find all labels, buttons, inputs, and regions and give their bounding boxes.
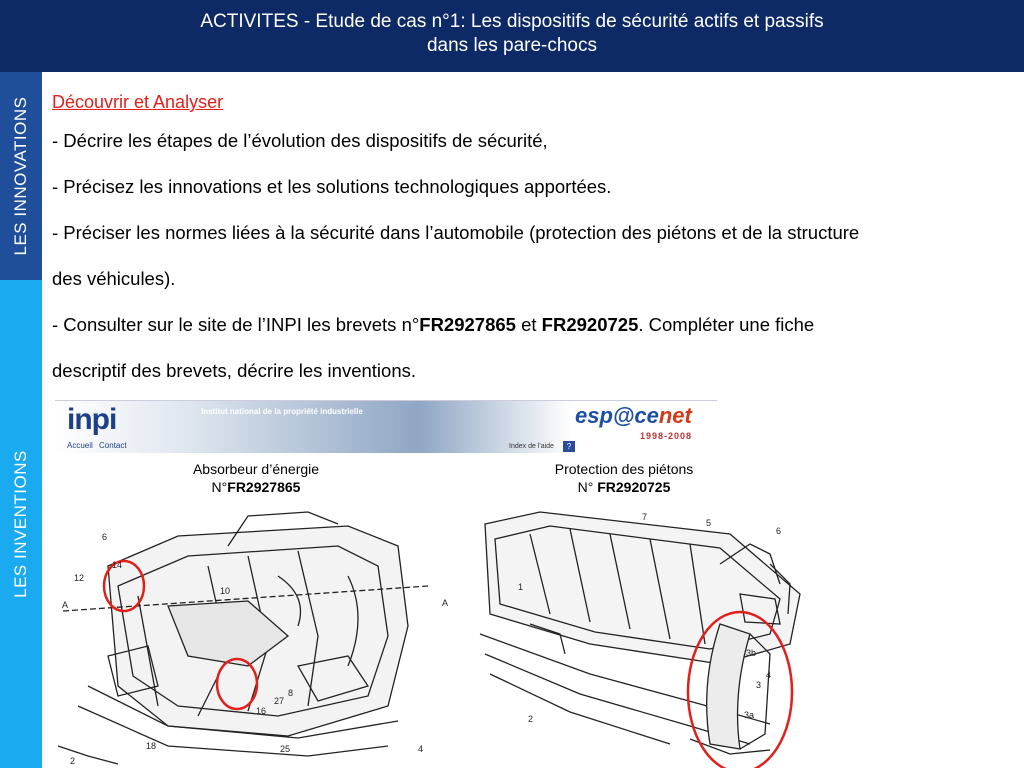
bullet-item-4-mid: et <box>515 314 542 335</box>
patent-drawing-energy-absorber <box>48 506 448 768</box>
inpi-logo[interactable]: inpi <box>67 403 117 436</box>
patent-drawing-pedestrian-protection <box>470 504 810 768</box>
help-button[interactable]: ? <box>563 441 575 452</box>
section-title: Découvrir et Analyser <box>52 92 224 112</box>
figure-right-caption <box>524 460 724 496</box>
figure-right-patent-number: FR2920725 <box>597 479 671 495</box>
figure-right-label-2: 5 <box>706 518 712 528</box>
figure-right-label-9: 2 <box>528 714 534 724</box>
figure-left-patent-number: FR2927865 <box>227 479 301 495</box>
espacenet-years: 1998-2008 <box>640 431 693 441</box>
figure-left-prefix: N° <box>211 479 228 495</box>
figure-left-label-2: 14 <box>112 560 123 570</box>
bullet-item-4-pre: - Consulter sur le site de l’INPI les brevets n° <box>52 314 420 335</box>
bullet-item-4-post: . Compléter une fiche <box>638 314 815 335</box>
sidebar <box>0 72 42 768</box>
patent-number-1: FR2927865 <box>419 314 516 335</box>
inpi-nav <box>67 441 131 450</box>
sidebar-innovations-label: LES INNOVATIONS <box>11 96 30 256</box>
figure-left-label-11: 25 <box>280 744 291 754</box>
header-title-line2: dans les pare-chocs <box>426 35 598 56</box>
figure-left-label-13: 2 <box>70 756 76 766</box>
figure-left-title: Absorbeur d’énergie <box>192 461 320 477</box>
content-area <box>52 86 1012 394</box>
figure-left-label-8: 27 <box>274 696 285 706</box>
bullet-item-4-line2: descriptif des brevets, décrire les inventions. <box>52 360 417 381</box>
figure-right-label-8: 3a <box>744 710 755 720</box>
figure-left-label-1: 6 <box>102 532 108 542</box>
nav-home-link[interactable]: Accueil <box>67 441 93 450</box>
bullet-item-3-line1: - Préciser les normes liées à la sécurité dans l’automobile (protection des piétons et de la structure <box>52 222 860 243</box>
figure-right-patent <box>524 478 724 496</box>
figure-left-label-9: 16 <box>256 706 267 716</box>
bullet-item-4 <box>52 302 1012 394</box>
figure-right-label-7: 3 <box>756 680 762 690</box>
figure-left-label-10: 18 <box>146 741 157 751</box>
figure-left-caption <box>156 460 356 496</box>
figure-left-patent <box>156 478 356 496</box>
figure-right-prefix: N° <box>577 479 598 495</box>
help-index-link[interactable]: Index de l'aide <box>509 443 554 450</box>
figure-right-label-6: 4 <box>766 670 772 680</box>
figure-right-title: Protection des piétons <box>554 461 694 477</box>
espacenet-logo[interactable] <box>575 403 692 429</box>
figure-left-label-7: 8 <box>288 688 294 698</box>
inpi-espacenet-banner <box>55 400 717 453</box>
header-title-line1: ACTIVITES - Etude de cas n°1: Les dispositifs de sécurité actifs et passifs <box>200 11 824 32</box>
slide-header <box>0 0 1024 72</box>
nav-contact-link[interactable]: Contact <box>99 441 127 450</box>
bullet-item-2: - Précisez les innovations et les solutions technologiques apportées. <box>52 176 612 197</box>
bullet-item-4-line1 <box>52 302 1012 348</box>
institute-name: Institut national de la propriété industrielle <box>201 407 363 416</box>
figure-right-label-5: 3b <box>746 648 757 658</box>
patent-number-2: FR2920725 <box>541 314 639 335</box>
figure-right-label-4: 1 <box>518 582 524 592</box>
sidebar-tab-inventions[interactable] <box>0 280 42 768</box>
figure-right-label-3: 6 <box>776 526 782 536</box>
figure-left-label-12: 4 <box>418 744 424 754</box>
espacenet-logo-b: net <box>658 403 692 428</box>
figure-right-label-1: 7 <box>642 512 648 522</box>
bullet-item-1: - Décrire les étapes de l’évolution des dispositifs de sécurité, <box>52 130 548 151</box>
figure-left-label-3: 12 <box>74 573 85 583</box>
figure-left-label-5: 10 <box>220 586 231 596</box>
espacenet-logo-a: esp@ce <box>575 403 659 428</box>
bullet-item-3 <box>52 210 1012 302</box>
sidebar-tab-innovations[interactable] <box>0 72 42 280</box>
figure-left-label-4: A <box>62 600 69 610</box>
sidebar-inventions-label: LES INVENTIONS <box>11 450 30 598</box>
figure-left-label-6: A <box>442 598 448 608</box>
bullet-item-3-line2: des véhicules). <box>52 268 176 289</box>
